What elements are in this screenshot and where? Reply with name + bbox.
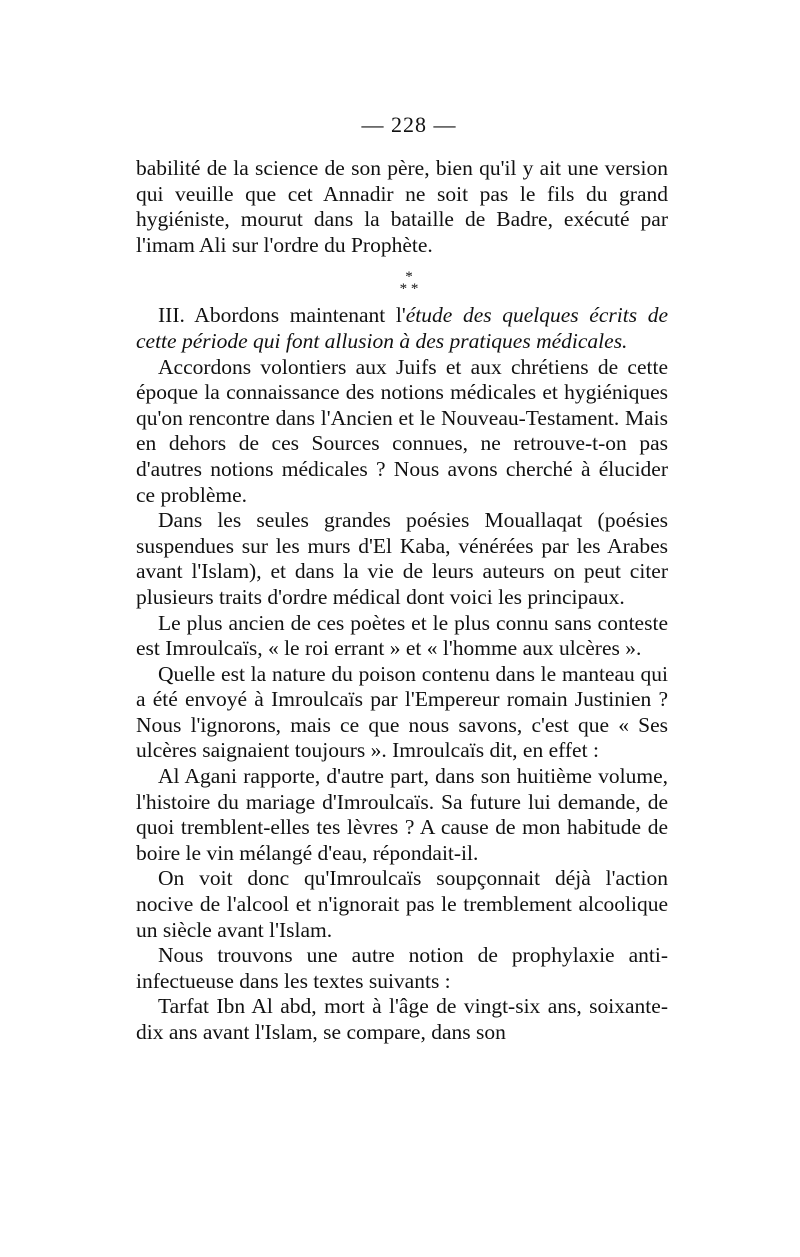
body-text (136, 156, 668, 1046)
section-asterism (136, 269, 668, 298)
paragraph-imroulcais: Le plus ancien de ces poètes et le plus connu sans conteste est Imroulcaïs, « le roi errant » et « l'homme aux ulcères ». (136, 610, 668, 661)
paragraph-prophylaxis: Nous trouvons une autre notion de prophylaxie anti-infectueuse dans les textes suivants : (136, 943, 668, 993)
page-number: — 228 — (361, 112, 457, 137)
paragraph-mouallaqat: Dans les seules grandes poésies Mouallaqat (poésies suspendues sur les murs d'El Kaba, vénérées par les Arabes avant l'Islam), et dans la vie de leurs auteurs on peut citer plusieurs traits d'ordre médical dont voici les principaux. (136, 508, 668, 609)
section-iii-intro (136, 303, 668, 354)
asterism-bottom: * * (399, 281, 419, 298)
section-iii-lead: III. Abordons maintenant l' (158, 303, 406, 328)
book-page (136, 110, 668, 1046)
paragraph-al-agani: Al Agani rapporte, d'autre part, dans son huitième volume, l'histoire du mariage d'Imroulcaïs. Sa future lui demande, de quoi tremblent-elles tes lèvres ? A cause de mon habitude de boire le vin mélangé d'eau, répondait-il. (136, 764, 668, 865)
paragraph-tarfat: Tarfat Ibn Al abd, mort à l'âge de vingt-six ans, soixante-dix ans avant l'Islam, se compare, dans son (136, 994, 668, 1044)
paragraph-poison: Quelle est la nature du poison contenu dans le manteau qui a été envoyé à Imroulcaïs par l'Empereur romain Justinien ? Nous l'ignorons, mais ce que nous savons, c'est que « Ses ulcères saignaient toujours ». Imroulcaïs dit, en effet : (136, 661, 668, 763)
paragraph-judeo-christian: Accordons volontiers aux Juifs et aux chrétiens de cette époque la connaissance des notions médicales et hygiéniques qu'on rencontre dans l'Ancien et le Nouveau-Testament. Mais en dehors de ces Sources connues, ne retrouve-t-on pas d'autres notions médicales ? Nous avons cherché à élucider ce problème. (136, 354, 668, 507)
paragraph-continuation: babilité de la science de son père, bien qu'il y ait une version qui veuille que cet Annadir ne soit pas le fils du grand hygiéniste, mourut dans la bataille de Badre, exécuté par l'imam Ali sur l'ordre du Prophète. (136, 156, 668, 257)
asterism-top: * (405, 269, 413, 286)
section-iii-italic: étude des quelques écrits de cette période qui font allusion à des pratiques médicales. (136, 303, 668, 353)
paragraph-alcohol: On voit donc qu'Imroulcaïs soupçonnait déjà l'action nocive de l'alcool et n'ignorait pas le tremblement alcoolique un siècle avant l'Islam. (136, 866, 668, 942)
